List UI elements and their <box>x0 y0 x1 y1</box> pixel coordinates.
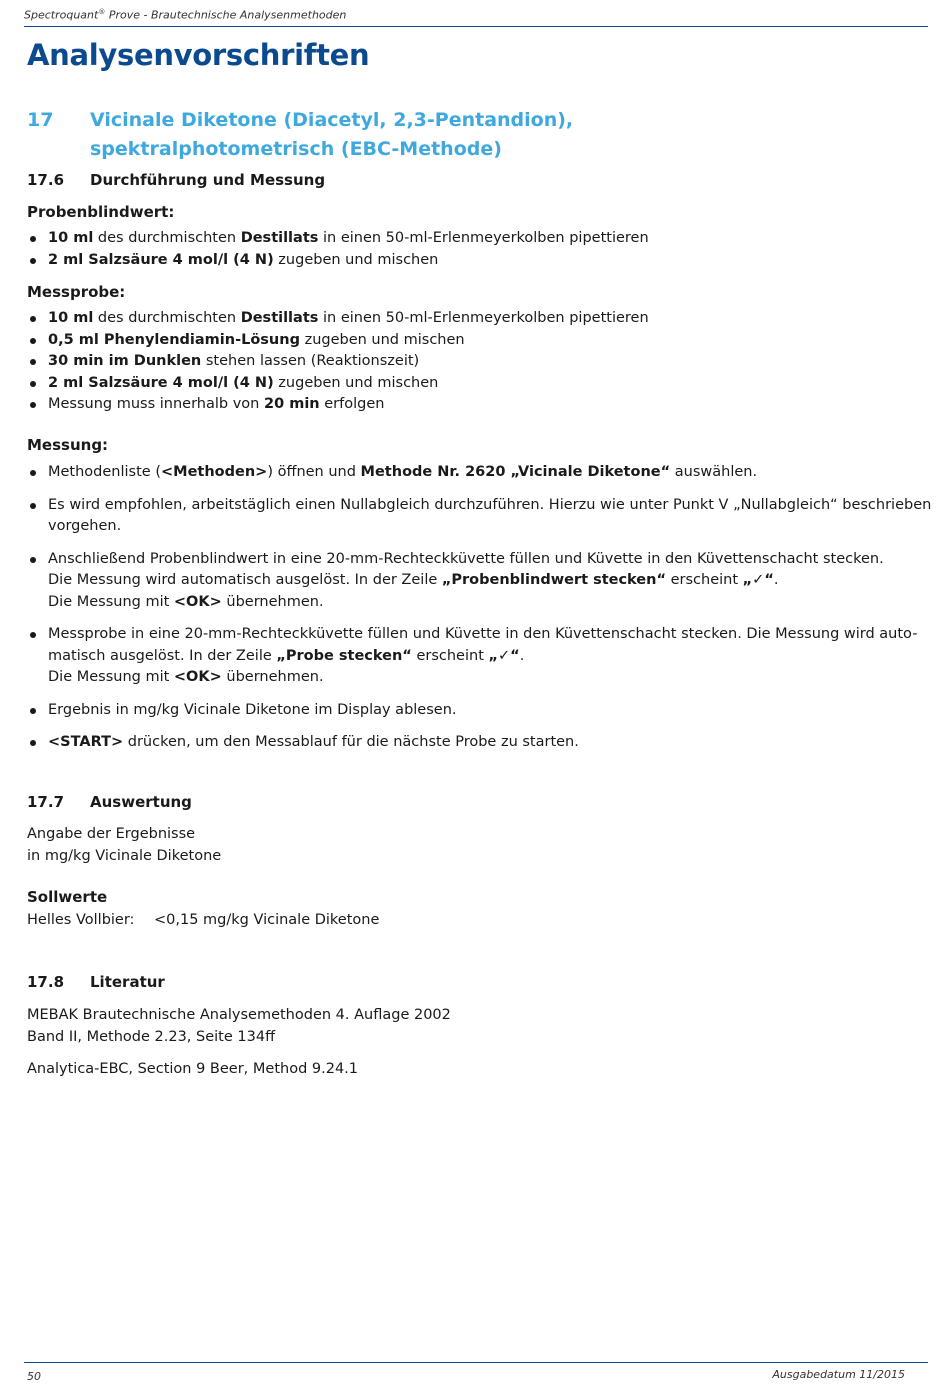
messung-heading: Messung: <box>27 436 109 454</box>
list-item-line <box>48 700 887 722</box>
text-run: erfolgen <box>319 396 385 412</box>
text-run: übernehmen. <box>221 593 324 610</box>
list-item-line <box>48 516 887 538</box>
emphasized-text: 10 ml <box>48 230 94 246</box>
text-run: Messprobe in eine 20-mm-Rechteckküvette füllen und Küvette in den Küvettenschacht stecken. Die Messung wird auto- <box>48 626 918 642</box>
emphasized-text: <Methoden> <box>160 464 268 480</box>
text-run: drücken, um den Messablauf für die nächste Probe zu starten. <box>123 734 579 750</box>
text-run: des durchmischten <box>93 230 241 246</box>
list-item-line <box>48 549 887 571</box>
text-run: in einen 50-ml-Erlenmeyerkolben pipettieren <box>318 230 649 246</box>
section-number: 17.8 <box>27 973 65 991</box>
emphasized-text: „✓“ <box>742 572 774 588</box>
auswertung-line-2: in mg/kg Vicinale Diketone <box>27 848 222 864</box>
reference-1-line-1: MEBAK Brautechnische Analysemethoden 4. Auflage 2002 <box>27 1007 451 1023</box>
list-item <box>27 228 887 250</box>
emphasized-text: <OK> <box>173 593 222 610</box>
probenblindwert-heading: Probenblindwert: <box>27 203 175 221</box>
text-run: ) öffnen und <box>267 464 361 480</box>
auswertung-line-1: Angabe der Ergebnisse <box>27 826 196 842</box>
sollwert-value: <0,15 mg/kg Vicinale Diketone <box>154 912 380 928</box>
text-run: Anschließend Probenblindwert in eine 20-mm-Rechteckküvette füllen und Küvette in den Küvettenschacht stecken. <box>48 550 884 567</box>
emphasized-text: 2 ml Salzsäure 4 mol/l (4 N) <box>48 374 274 391</box>
text-run: matisch ausgelöst. In der Zeile <box>48 647 277 664</box>
text-run: auswählen. <box>670 464 758 480</box>
text-run: zugeben und mischen <box>299 331 465 348</box>
reference-2: Analytica-EBC, Section 9 Beer, Method 9.24.1 <box>27 1061 359 1077</box>
text-run: übernehmen. <box>221 669 324 685</box>
list-item <box>27 351 887 373</box>
section-title: Durchführung und Messung <box>90 171 326 189</box>
reference-1-line-2: Band II, Methode 2.23, Seite 134ff <box>27 1029 276 1045</box>
section-title: Literatur <box>90 973 165 991</box>
text-run: des durchmischten <box>93 310 241 326</box>
list-item <box>27 549 887 614</box>
messung-list <box>27 462 932 754</box>
emphasized-text: Destillats <box>240 230 319 246</box>
text-run: in einen 50-ml-Erlenmeyerkolben pipettieren <box>318 310 649 326</box>
list-item-line <box>48 592 887 614</box>
list-item-line <box>48 495 932 517</box>
list-item <box>27 250 887 272</box>
emphasized-text: 30 min im Dunklen <box>48 353 202 369</box>
list-item-line <box>48 624 918 646</box>
text-run: zugeben und mischen <box>273 374 439 391</box>
list-item-line <box>48 570 887 592</box>
messprobe-list <box>27 308 887 416</box>
section-number: 17.7 <box>27 793 65 811</box>
chapter-number: 17 <box>27 109 54 131</box>
emphasized-text: 10 ml <box>48 310 94 326</box>
list-item <box>27 394 887 416</box>
text-run: Die Messung wird automatisch ausgelöst. In der Zeile <box>48 572 442 588</box>
section-number: 17.6 <box>27 171 65 189</box>
list-item-line <box>48 646 887 668</box>
emphasized-text: „✓“ <box>488 647 520 664</box>
text-run: Ergebnis in mg/kg Vicinale Diketone im Display ablesen. <box>48 701 457 718</box>
text-run: Die Messung mit <box>48 669 174 685</box>
sollwert-label: Helles Vollbier: <box>27 912 135 928</box>
emphasized-text: Destillats <box>240 310 319 326</box>
probenblindwert-list <box>27 228 887 271</box>
list-item <box>27 373 887 395</box>
emphasized-text: <START> <box>48 734 124 750</box>
list-item-line <box>48 462 887 484</box>
text-run: Die Messung mit <box>48 593 174 610</box>
text-run: erscheint <box>666 572 743 588</box>
emphasized-text: „Probe stecken“ <box>276 647 412 664</box>
emphasized-text: <OK> <box>173 669 222 685</box>
header-rule <box>24 26 928 27</box>
list-item-line <box>48 732 887 754</box>
messprobe-heading: Messprobe: <box>27 283 126 301</box>
list-item <box>27 624 918 689</box>
issue-date: Ausgabedatum 11/2015 <box>772 1368 905 1381</box>
text-run: . <box>773 572 779 588</box>
running-header: Spectroquant® Prove - Brautechnische Analysenmethoden <box>24 8 347 22</box>
emphasized-text: 0,5 ml Phenylendiamin-Lösung <box>48 331 300 348</box>
section-title: Auswertung <box>90 793 192 811</box>
text-run: erscheint <box>411 647 489 664</box>
list-item <box>27 462 887 484</box>
list-item-line <box>48 667 887 689</box>
list-item <box>27 495 932 538</box>
text-run: stehen lassen (Reaktionszeit) <box>201 353 420 369</box>
page-title: Analysenvorschriften <box>27 38 370 72</box>
text-run: Es wird empfohlen, arbeitstäglich einen Nullabgleich durchzuführen. Hierzu wie unter Punkt V „Nullabgleich“ beschrieben <box>48 496 932 513</box>
text-run: Messung muss innerhalb von <box>48 396 264 412</box>
text-run: . <box>519 647 525 664</box>
emphasized-text: „Probenblindwert stecken“ <box>441 572 666 588</box>
list-item <box>27 330 887 352</box>
sollwerte-heading: Sollwerte <box>27 888 108 906</box>
list-item <box>27 700 887 722</box>
emphasized-text: Methode Nr. 2620 „Vicinale Diketone“ <box>360 464 671 480</box>
list-item <box>27 732 887 754</box>
text-run: Methodenliste ( <box>48 464 161 480</box>
text-run: zugeben und mischen <box>273 251 439 268</box>
footer-rule <box>24 1362 928 1363</box>
emphasized-text: 20 min <box>263 396 320 412</box>
emphasized-text: 2 ml Salzsäure 4 mol/l (4 N) <box>48 251 274 268</box>
chapter-title: Vicinale Diketone (Diacetyl, 2,3-Pentandion), spektralphotometrisch (EBC-Methode) <box>90 109 574 160</box>
list-item <box>27 308 887 330</box>
text-run: vorgehen. <box>48 518 122 534</box>
page-number: 50 <box>27 1370 41 1383</box>
